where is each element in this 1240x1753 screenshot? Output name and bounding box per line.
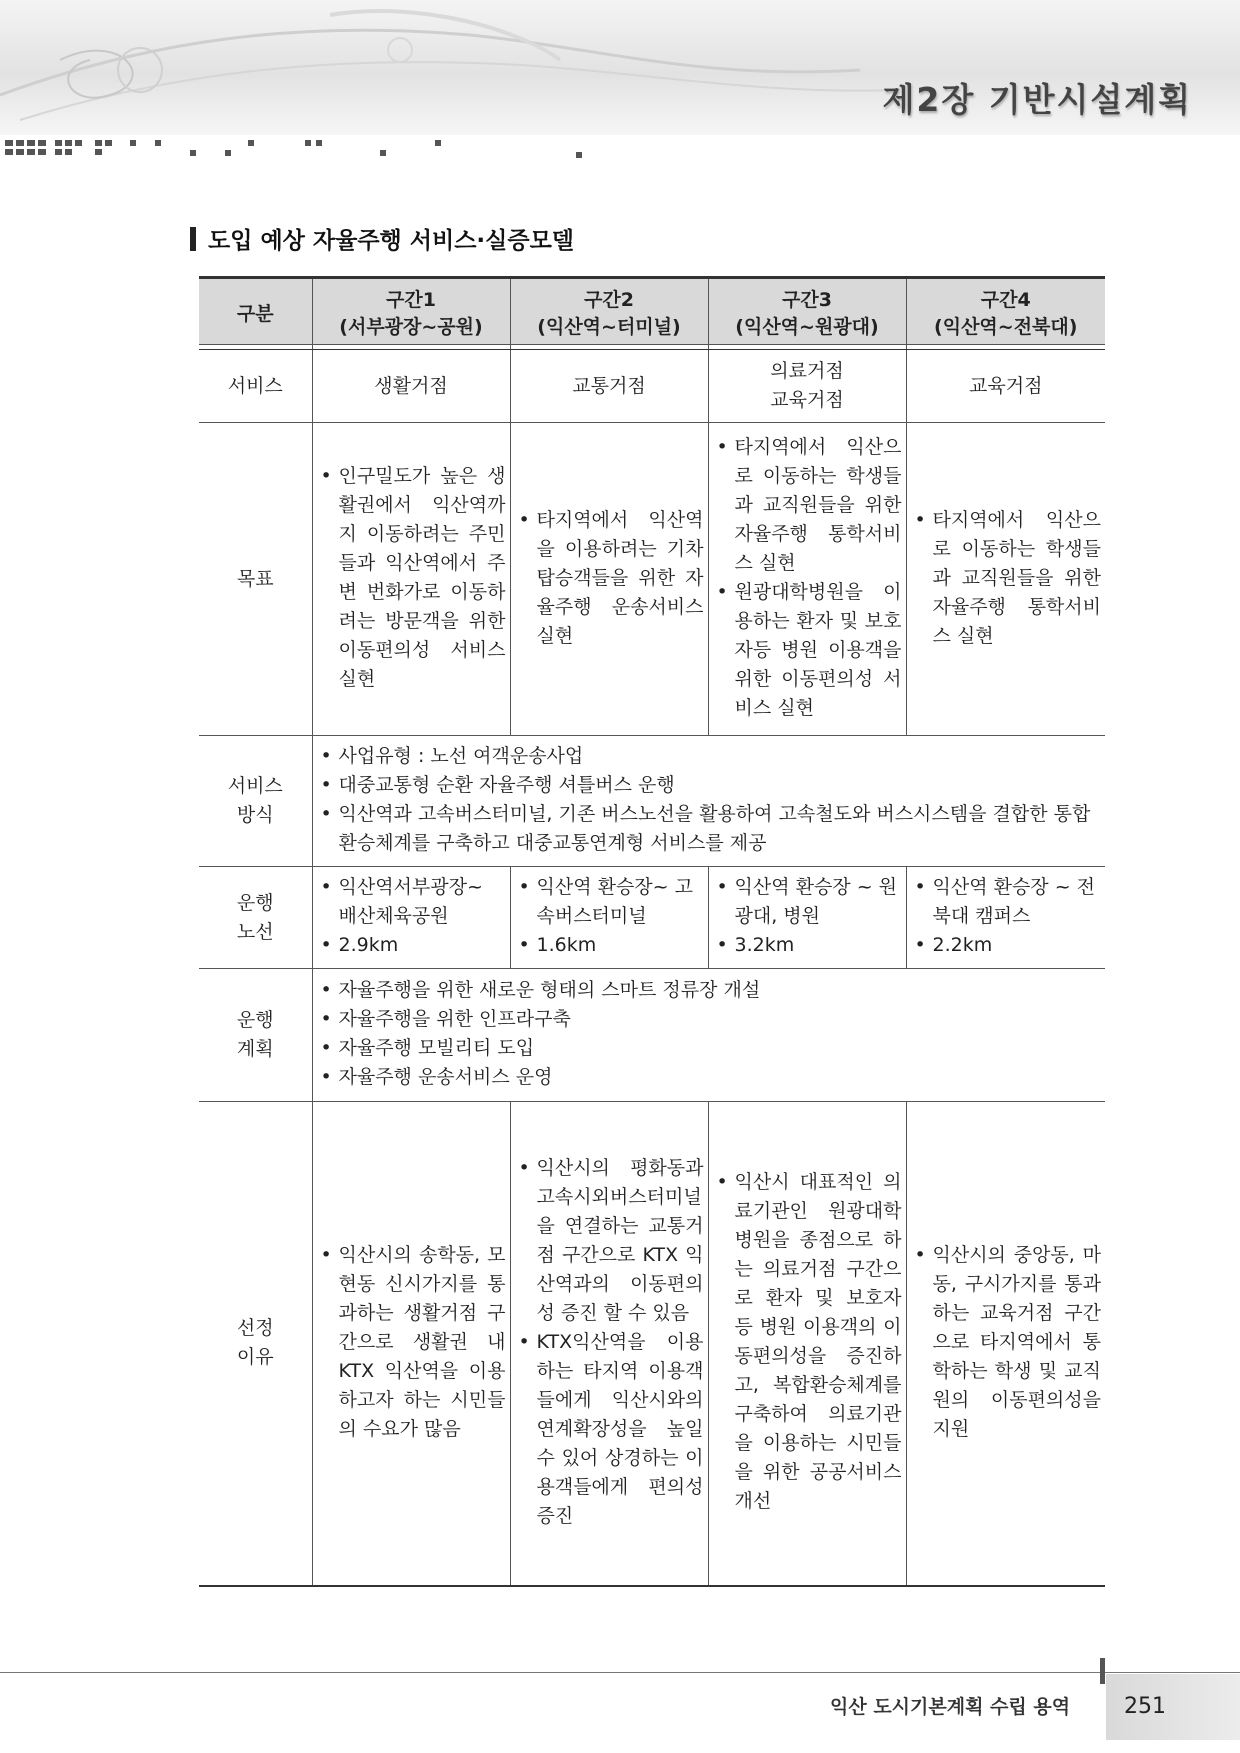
table-row-method [199,736,1105,867]
reason-cell-2 [510,1102,708,1586]
section-marker [190,227,196,251]
header-section-1: 구간1 (서부광장~공원) [312,278,510,350]
header-section-4: 구간4 (익산역~전북대) [906,278,1105,350]
goal-cell-1 [312,423,510,736]
service-cell-3: 의료거점 교육거점 [708,350,906,423]
goal-cell-4 [906,423,1105,736]
row-label-reason: 선정 이유 [199,1102,312,1586]
header-band [0,0,1240,135]
list-item: • 익산역 환승장~ 고속버스터미널 [515,873,704,931]
list-item: • 익산역 환승장 ~ 전북대 캠퍼스 [911,873,1102,931]
list-item: • 자율주행을 위한 새로운 형태의 스마트 정류장 개설 [317,976,1102,1005]
list-item: • 익산시의 중앙동, 마동, 구시가지를 통과하는 교육거점 구간으로 타지역에서 통학하는 학생 및 교직원의 이동편의성을 지원 [911,1241,1102,1444]
decorative-dot-strip [0,138,620,162]
method-cell [312,736,1105,867]
goal-cell-2 [510,423,708,736]
footer-tick [1100,1658,1105,1684]
route-cell-3 [708,867,906,969]
list-item: • 3.2km [713,931,902,960]
row-label-plan: 운행 계획 [199,969,312,1102]
list-item: • 타지역에서 익산으로 이동하는 학생들과 교직원들을 위한 자율주행 통학서비스 실현 [911,506,1102,651]
list-item: • 익산시의 송학동, 모현동 신시가지를 통과하는 생활거점 구간으로 생활권 내 KTX 익산역을 이용하고자 하는 시민들의 수요가 많음 [317,1241,506,1444]
list-item: • 자율주행을 위한 인프라구축 [317,1005,1102,1034]
page-number: 251 [1106,1674,1240,1740]
section-title-text: 도입 예상 자율주행 서비스·실증모델 [208,228,575,254]
table-row-plan [199,969,1105,1102]
list-item: • KTX익산역을 이용하는 타지역 이용객들에게 익산시와의 연계확장성을 높일 수 있어 상경하는 이용객들에게 편의성 증진 [515,1328,704,1531]
service-cell-1: 생활거점 [312,350,510,423]
list-item: • 익산역과 고속버스터미널, 기존 버스노선을 활용하여 고속철도와 버스시스템을 결합한 통합환승체계를 구축하고 대중교통연계형 서비스를 제공 [317,800,1102,858]
list-item: • 2.2km [911,931,1102,960]
goal-cell-3 [708,423,906,736]
header-section-3: 구간3 (익산역~원광대) [708,278,906,350]
list-item: • 원광대학병원을 이용하는 환자 및 보호자등 병원 이용객을 위한 이동편의성 서비스 실현 [713,578,902,723]
route-cell-2 [510,867,708,969]
route-cell-1 [312,867,510,969]
table-row-route [199,867,1105,969]
service-cell-2: 교통거점 [510,350,708,423]
list-item: • 자율주행 모빌리티 도입 [317,1034,1102,1063]
reason-cell-1 [312,1102,510,1586]
table-row-service [199,350,1105,423]
list-item: • 2.9km [317,931,506,960]
reason-cell-4 [906,1102,1105,1586]
list-item: • 인구밀도가 높은 생활권에서 익산역까지 이동하려는 주민들과 익산역에서 주변 번화가로 이동하려는 방문객을 위한 이동편의성 서비스 실현 [317,462,506,694]
row-label-route: 운행 노선 [199,867,312,969]
list-item: • 자율주행 운송서비스 운영 [317,1063,1102,1092]
list-item: • 사업유형 : 노선 여객운송사업 [317,742,1102,771]
row-label-goal: 목표 [199,423,312,736]
autonomous-service-table [199,276,1105,1587]
footer-rule [0,1672,1240,1673]
list-item: • 익산시 대표적인 의료기관인 원광대학병원을 종점으로 하는 의료거점 구간으로 환자 및 보호자 등 병원 이용객의 이동편의성을 증진하고, 복합환승체계를 구축하여 의료기관을 이용하는 시민들을 위한 공공서비스 개선 [713,1168,902,1516]
list-item: • 익산역서부광장~ 배산체육공원 [317,873,506,931]
table-row-reason [199,1102,1105,1586]
table-row-goal [199,423,1105,736]
row-label-method: 서비스 방식 [199,736,312,867]
list-item: • 1.6km [515,931,704,960]
list-item: • 타지역에서 익산역을 이용하려는 기차 탑승객들을 위한 자율주행 운송서비스 실현 [515,506,704,651]
row-label-service: 서비스 [199,350,312,423]
route-cell-4 [906,867,1105,969]
header-label: 구분 [199,278,312,350]
reason-cell-3 [708,1102,906,1586]
header-section-2: 구간2 (익산역~터미널) [510,278,708,350]
list-item: • 익산역 환승장 ~ 원광대, 병원 [713,873,902,931]
section-title [190,222,574,255]
service-cell-4: 교육거점 [906,350,1105,423]
chapter-title: 제2장 기반시설계획 [882,80,1192,119]
list-item: • 타지역에서 익산으로 이동하는 학생들과 교직원들을 위한 자율주행 통학서비스 실현 [713,433,902,578]
list-item: • 익산시의 평화동과 고속시외버스터미널을 연결하는 교통거점 구간으로 KTX 익산역과의 이동편의성 증진 할 수 있음 [515,1154,704,1328]
list-item: • 대중교통형 순환 자율주행 셔틀버스 운행 [317,771,1102,800]
plan-cell [312,969,1105,1102]
table-header-row [199,278,1105,350]
footer-title: 익산 도시기본계획 수립 용역 [830,1696,1071,1718]
